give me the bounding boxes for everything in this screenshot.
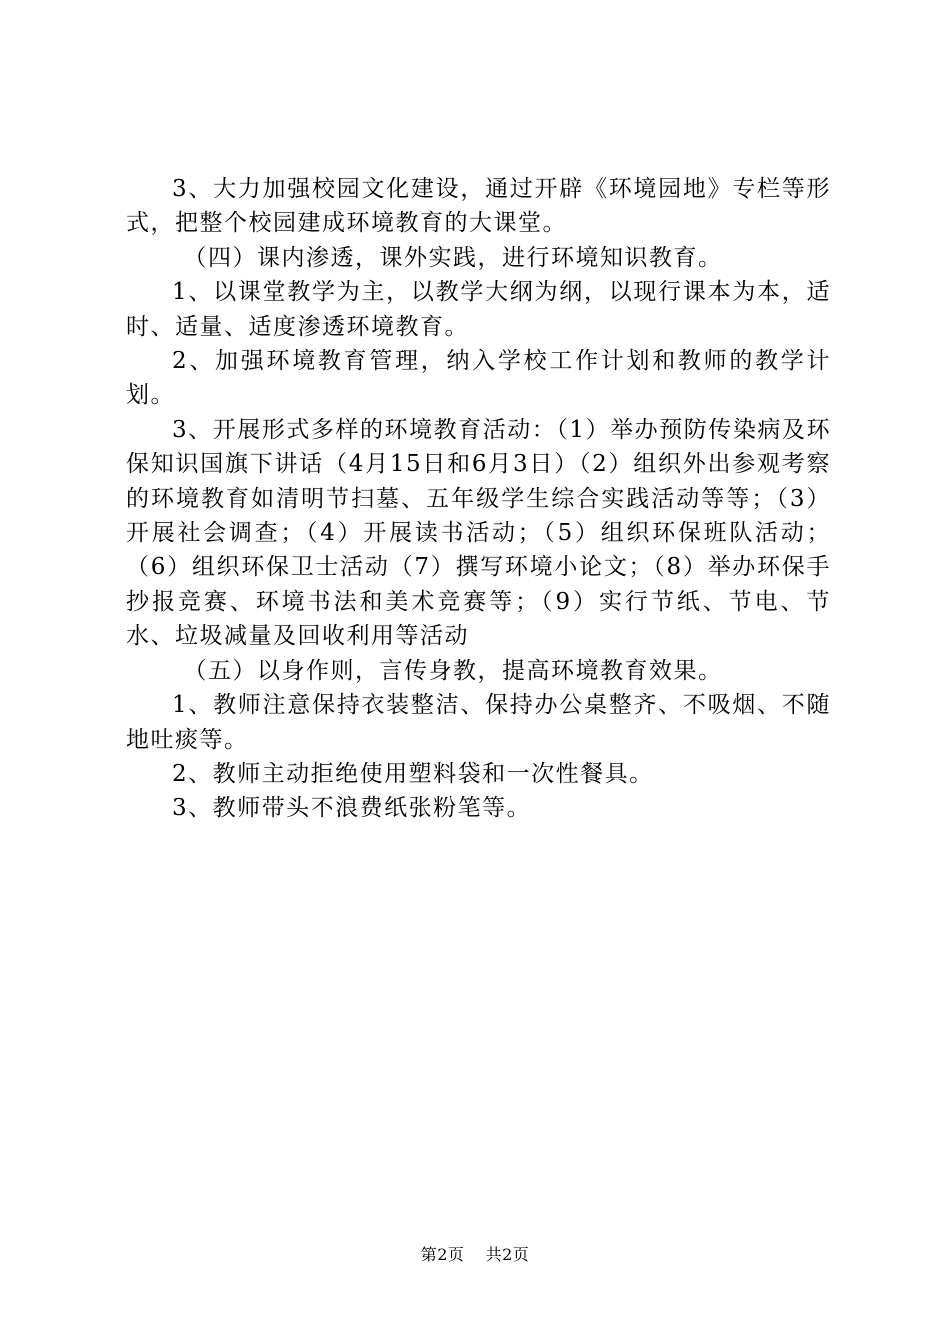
page-number-current: 第2页	[420, 1245, 465, 1264]
paragraph-2-management: 2、加强环境教育管理，纳入学校工作计划和教师的教学计划。	[126, 348, 831, 409]
document-body	[126, 172, 831, 826]
paragraph-3-campus-culture: 3、大力加强校园文化建设，通过开辟《环境园地》专栏等形式，把整个校园建成环境教育的大课堂。	[126, 176, 831, 237]
section-heading-5: （五）以身作则，言传身教，提高环境教育效果。	[183, 657, 723, 684]
page-number-total: 共2页	[485, 1245, 530, 1264]
paragraph-3-activities: 3、开展形式多样的环境教育活动：（1）举办预防传染病及环保知识国旗下讲话（4月15日和6月3日）（2）组织外出参观考察的环境教育如清明节扫墓、五年级学生综合实践活动等等；（3）开展社会调查；（4）开展读书活动；（5）组织环保班队活动；（6）组织环保卫士活动（7）撰写环境小论文；（8）举办环保手抄报竞赛、环境书法和美术竞赛等；（9）实行节纸、节电、节水、垃圾减量及回收利用等活动	[126, 416, 831, 650]
page-footer	[0, 1244, 950, 1266]
section-heading-4: （四）课内渗透，课外实践，进行环境知识教育。	[183, 244, 723, 271]
paragraph-3-no-waste: 3、教师带头不浪费纸张粉笔等。	[172, 795, 532, 822]
paragraph-1-classroom: 1、以课堂教学为主，以教学大纲为纲，以现行课本为本，适时、适量、适度渗透环境教育。	[126, 279, 831, 340]
paragraph-1-teacher-appearance: 1、教师注意保持衣装整洁、保持办公桌整齐、不吸烟、不随地吐痰等。	[126, 692, 831, 753]
paragraph-2-plastic-bags: 2、教师主动拒绝使用塑料袋和一次性餐具。	[172, 760, 654, 787]
